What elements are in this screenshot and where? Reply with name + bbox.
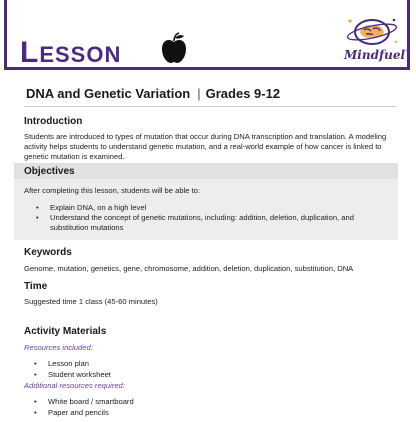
objectives-heading: Objectives bbox=[24, 166, 75, 177]
lesson-wordmark: LESSON bbox=[20, 36, 122, 69]
grade-level: Grades 9-12 bbox=[205, 86, 281, 101]
material-item: • Paper and pencils bbox=[34, 408, 109, 417]
keywords-heading: Keywords bbox=[24, 247, 72, 258]
introduction-heading: Introduction bbox=[24, 116, 83, 127]
materials-heading: Activity Materials bbox=[24, 326, 107, 337]
apple-icon bbox=[160, 32, 188, 64]
resources-included-label: Resources included: bbox=[24, 343, 93, 352]
divider bbox=[24, 106, 396, 107]
time-text: Suggested time 1 class (45-60 minutes) bbox=[24, 297, 158, 306]
objectives-intro: After completing this lesson, students will be able to: bbox=[24, 186, 201, 195]
material-item: • Lesson plan bbox=[34, 359, 89, 368]
material-item: • Student worksheet bbox=[34, 370, 111, 379]
title-separator: | bbox=[197, 86, 201, 101]
lesson-title: DNA and Genetic Variation bbox=[26, 86, 191, 101]
keywords-text: Genome, mutation, genetics, gene, chromosome, addition, deletion, duplication, substitution, DNA bbox=[24, 264, 354, 273]
objective-item: • Understand the concept of genetic mutations, including: addition, deletion, duplication, and substitution mutations bbox=[36, 213, 354, 232]
time-heading: Time bbox=[24, 281, 48, 292]
objective-item: • Explain DNA, on a high level bbox=[36, 203, 147, 212]
document-title bbox=[26, 86, 280, 101]
additional-resources-label: Additional resources required: bbox=[24, 381, 125, 390]
material-item: • White board / smartboard bbox=[34, 397, 134, 406]
logo-text: Mindfuel™ bbox=[344, 48, 412, 62]
introduction-text: Students are introduced to types of mutation that occur during DNA transcription and translation. A modeling activity helps students to understand genetic mutation, and a real-world example of how cancer is linked to genetic mutation is examined. bbox=[24, 132, 387, 161]
